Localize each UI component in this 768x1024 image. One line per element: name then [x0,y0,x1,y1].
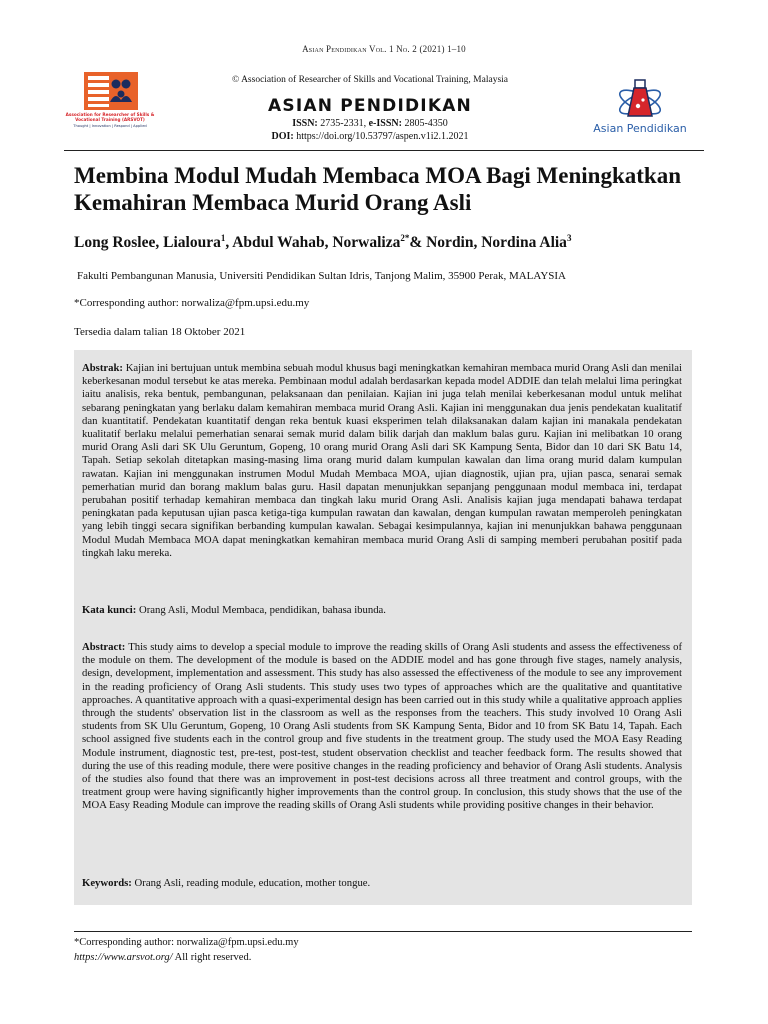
eissn-label: e-ISSN: [368,118,402,129]
journal-name: ASIAN PENDIDIKAN [268,96,472,116]
asian-pendidikan-logo-text: Asian Pendidikan [593,122,687,135]
keywords-malay-label: Kata kunci: [82,604,137,616]
doi-line [160,131,580,142]
abstract-malay-label: Abstrak: [82,362,123,374]
footer-website [74,952,251,963]
issn-value: 2735-2331, [317,118,369,129]
abstract-english-label: Abstract: [82,641,126,653]
author-list [74,233,714,252]
journal-header [160,72,580,142]
affiliation: Fakulti Pembangunan Manusia, Universiti Pendidikan Sultan Idris, Tanjong Malim, 35900 Perak, MALAYSIA [77,270,567,282]
rights-statement: All right reserved. [172,952,252,963]
author-name: , Abdul Wahab, Norwaliza [225,234,401,252]
corresponding-author: *Corresponding author: norwaliza@fpm.upsi.edu.my [74,297,310,309]
author-affiliation-mark: 2* [400,233,410,243]
arsvot-logo-text-1: Association for Researcher of Skills & [65,112,155,117]
author-name: & Nordin, Nordina Alia [409,234,567,252]
doi-link[interactable]: https://doi.org/10.53797/aspen.v1i2.1.2021 [293,131,469,142]
doi-label: DOI: [271,131,294,142]
keywords-malay [82,604,682,617]
header-divider [64,150,704,151]
keywords-malay-text: Orang Asli, Modul Membaca, pendidikan, bahasa ibunda. [136,604,386,616]
abstract-english-text: This study aims to develop a special module to improve the reading skills of Orang Asli students and assess the effectiveness of the module on them. The development of the module is based on the ADDIE model and has gone through five stages, namely analysis, design, development, implementation and assessment. This study has also assessed the effectiveness of the module to see any improvement in the reading proficiency of Orang Asli students. This study uses two types of approaches which are the qualitative and quantitative approaches. A quantitative approach with a quasi-experimental design has been carried out in this study while a qualitative approach applies through the students' observation list in the classroom as well as the responses from the teachers. This study involved 10 Orang Asli students from SK Ulu Geruntum, Gopeng, 10 Orang Asli students from SK Kampung Senta, Bidor and 10 from SK Batu 14, Tapah. Each school assigned five students each in the control group and five students in the treatment group. The study used the MOA Easy Reading Module instrument, diagnostic test, pre-test, post-test, student observation checklist and teacher feedback form. The results showed that during the use of this reading module, there were positive changes in the reading proficiency and behavior of Orang Asli students. Analysis of the studies also found that there was an improvement in post-test decisions across all three treatment and control groups, with the treatment group were having significantly higher improvements than the control group. In conclusion, this study shows that the use of the MOA Easy Reading Module can improve the reading skills of Orang Asli students while providing positive changes in their behavior. [82,641,682,812]
author-name: Long Roslee, Lialoura [74,234,221,252]
footer-corresponding-author: *Corresponding author: norwaliza@fpm.upsi.edu.my [74,937,299,948]
website-link[interactable]: https://www.arsvot.org/ [74,952,173,963]
issn-line [160,118,580,129]
abstract-malay [82,362,682,560]
footer-divider [74,931,692,932]
author-affiliation-mark: 1 [220,233,226,243]
arsvot-logo-graphic [64,72,156,134]
author-affiliation-mark: 3 [566,233,572,243]
asian-pendidikan-logo-graphic [580,76,700,140]
keywords-english-text: Orang Asli, reading module, education, mother tongue. [131,877,371,889]
running-head: Asian Pendidikan Vol. 1 No. 2 (2021) 1–10 [302,44,466,54]
arsvot-logo [64,72,156,134]
paper-title: Membina Modul Mudah Membaca MOA Bagi Meningkatkan Kemahiran Membaca Murid Orang Asli [74,163,681,215]
arsvot-logo-tagline: Thought | Innovation | Respond | Applied [73,124,147,128]
eissn-value: 2805-4350 [401,118,448,129]
issn-label: ISSN: [292,118,318,129]
keywords-english-label: Keywords: [82,877,132,889]
available-online-date: Tersedia dalam talian 18 Oktober 2021 [74,326,246,338]
abstract-malay-text: Kajian ini bertujuan untuk membina sebuah modul khusus bagi meningkatkan kemahiran membaca murid Orang Asli dan menilai keberkesanan modul tersebut ke atas mereka. Pembinaan modul adalah berdasarkan kepada model ADDIE dan telah melalui lima peringkat iaitu analisis, reka bentuk, pembangunan, pelaksanaan dan penilaian. Kajian ini juga telah menilai keberkesanan modul untuk melihat sebarang peningkatan yang berlaku dalam kemahiran membaca murid Orang Asli. Kajian ini menggunakan dua jenis pendekatan kualitatif dan kuantitatif. Pendekatan kuantitatif dengan reka bentuk kuasi eksperimen telah dilaksanakan dalam kajian ini manakala pendekatan kualitatif berlaku melalui pemerhatian senarai semak murid dalam bilik darjah dan maklum balas guru. Kajian ini melibatkan 10 orang murid Orang Asli dari SK Ulu Geruntum, Gopeng, 10 orang murid Orang Asli dari SK Kampung Senta, Bidor dan 10 dari SK Batu 14, Tapah. Setiap sekolah ditetapkan masing-masing lima orang murid dalam kumpulan kawalan dan lima orang murid dalam kumpulan rawatan. Kajian ini menggunakan instrumen Modul Mudah Membaca MOA, ujian diagnostik, ujian pra, ujian pasca, senarai semak pemerhatian murid dan borang maklum balas guru. Hasil dapatan menunjukkan sepanjang penggunaan modul membaca ini, terdapat perubahan positif terhadap kemahiran membaca dan tingkah laku murid Orang Asli. Analisis kajian juga mendapati bahawa terdapat peningkatan pada keputusan ujian pasca ketiga-tiga kumpulan rawatan dan kawalan, dengan kumpulan rawatan memperoleh peningkatan yang lebih tinggi secara signifikan berbanding kumpulan kawalan. Sebagai kesimpulannya, kajian ini menunjukkan bahawa penggunaan Modul Mudah Membaca MOA dapat meningkatkan kemahiran membaca murid Orang Asli di samping memberi perubahan positif pada tingkah laku mereka. [82,362,682,559]
asian-pendidikan-logo [580,76,700,140]
copyright-line: © Association of Researcher of Skills and Vocational Training, Malaysia [232,75,508,85]
arsvot-logo-text-2: Vocational Training (ARSVOT) [75,117,145,122]
abstract-english [82,641,682,813]
keywords-english [82,877,682,890]
